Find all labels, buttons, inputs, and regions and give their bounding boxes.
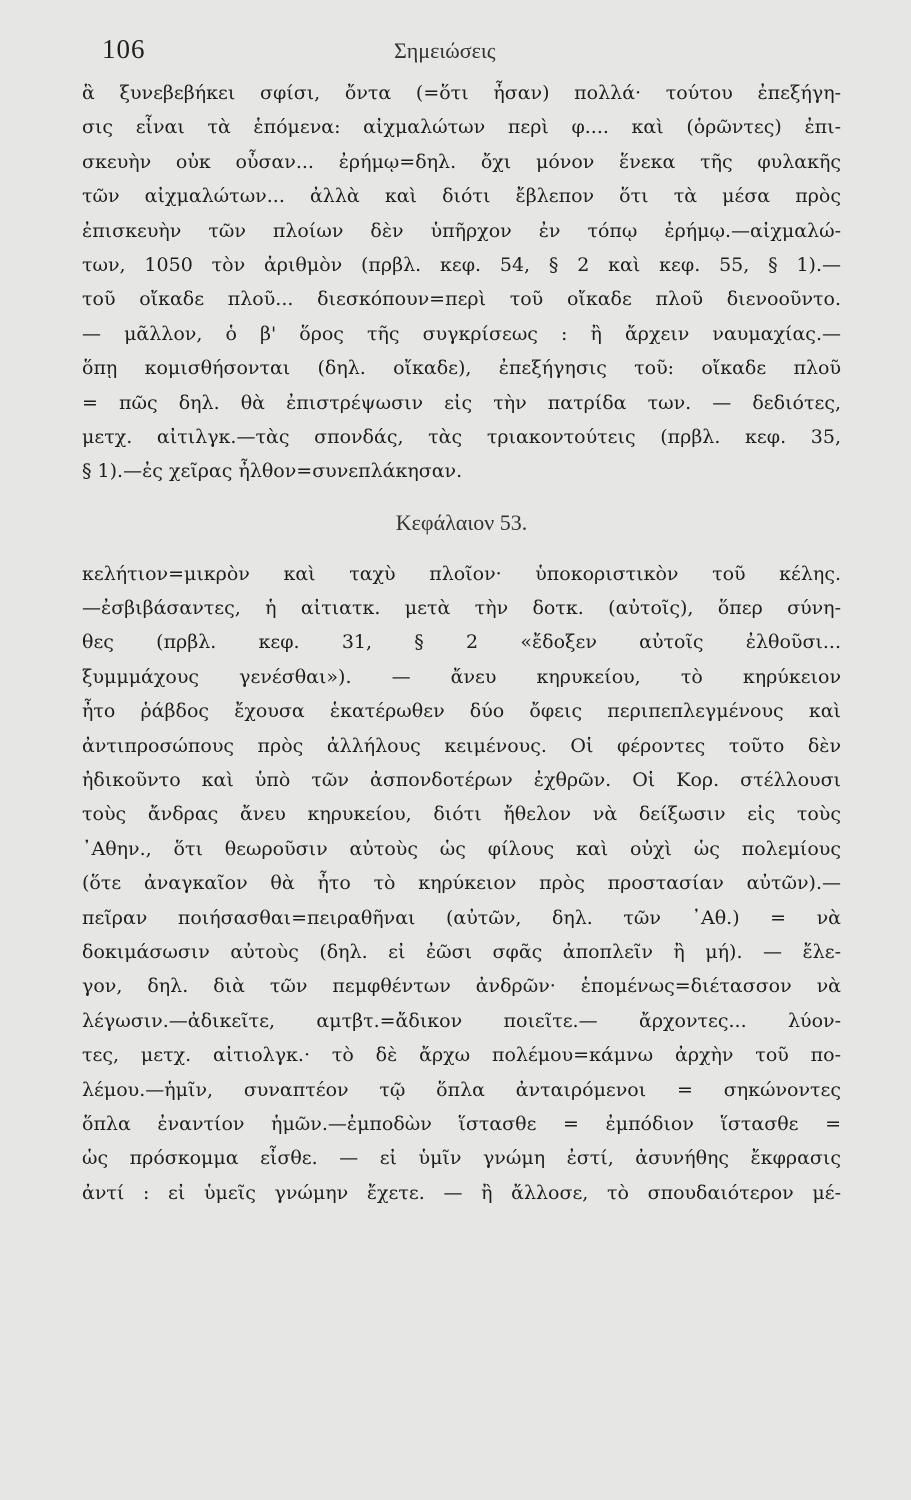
text-line: ἐπισκευὴν τῶν πλοίων δὲν ὑπῆρχον ἐν τόπῳ ἐρήμῳ.—αἰχμαλώ- — [82, 219, 841, 242]
text-line: ἠδικοῦντο καὶ ὑπὸ τῶν ἀσπονδοτέρων ἐχθρῶν. Οἱ Κορ. στέλλουσι — [82, 769, 841, 792]
text-line: κελήτιον=μικρὸν καὶ ταχὺ πλοῖον· ὑποκοριστικὸν τοῦ κέλης. — [82, 562, 841, 585]
text-line: θες (πρβλ. κεφ. 31, § 2 «ἔδοξεν αὐτοῖς ἐλθοῦσι... — [82, 631, 841, 654]
text-line: (ὅτε ἀναγκαῖον θὰ ἦτο τὸ κηρύκειον πρὸς προστασίαν αὐτῶν).— — [82, 872, 841, 895]
page-header — [82, 30, 841, 76]
text-line: ἦτο ῥάβδος ἔχουσα ἑκατέρωθεν δύο ὄφεις περιπεπλεγμένους καὶ — [82, 700, 841, 723]
running-head: Σημειώσεις — [394, 38, 496, 63]
text-line: ξυμμμάχους γενέσθαι»). — ἄνευ κηρυκείου, τὸ κηρύκειον — [82, 665, 841, 688]
text-line: ᾿Αθην., ὅτι θεωροῦσιν αὐτοὺς ὡς φίλους καὶ οὐχὶ ὡς πολεμίους — [82, 837, 841, 860]
text-line: ἃ ξυνεβεβήκει σφίσι, ὄντα (=ὅτι ἦσαν) πολλά· τούτου ἐπεξήγη- — [82, 82, 841, 104]
text-line: γον, δηλ. διὰ τῶν πεμφθέντων ἀνδρῶν· ἑπομένως=διέτασσον νὰ — [82, 975, 841, 998]
text-line: τοὺς ἄνδρας ἄνευ κηρυκείου, διότι ἤθελον νὰ δείξωσιν εἰς τοὺς — [82, 803, 841, 826]
text-line: — μᾶλλον, ὁ β' ὅρος τῆς συγκρίσεως : ἢ ἄρχειν ναυμαχίας.— — [82, 322, 841, 345]
text-line: τῶν αἰχμαλώτων... ἀλλὰ καὶ διότι ἔβλεπον ὅτι τὰ μέσα πρὸς — [82, 185, 841, 208]
chapter-heading: Κεφάλαιον 53. — [395, 509, 528, 535]
text-line: —ἐσβιβάσαντες, ἡ αἰτιατκ. μετὰ τὴν δοτκ. (αὐτοῖς), ὅπερ σύνη- — [82, 597, 841, 620]
text-line: ἀντιπροσώπους πρὸς ἀλλήλους κειμένους. Οἱ φέροντες τοῦτο δὲν — [82, 734, 841, 757]
text-line: λέμου.—ἡμῖν, συναπτέον τῷ ὅπλα ἀνταιρόμενοι = σηκώνοντες — [82, 1078, 841, 1101]
text-line: των, 1050 τὸν ἀριθμὸν (πρβλ. κεφ. 54, § 2 καὶ κεφ. 55, § 1).— — [82, 253, 841, 276]
text-line: πεῖραν ποιήσασθαι=πειραθῆναι (αὐτῶν, δηλ. τῶν ᾿Αθ.) = νὰ — [82, 906, 841, 929]
text-line: λέγωσιν.—ἀδικεῖτε, αμτβτ.=ἄδικον ποιεῖτε.— ἄρχοντες... λύον- — [82, 1009, 841, 1032]
text-line: σκευὴν οὐκ οὖσαν... ἐρήμῳ=δηλ. ὄχι μόνον ἕνεκα τῆς φυλακῆς — [82, 150, 841, 173]
page-number: 106 — [102, 34, 146, 64]
text-line: ὡς πρόσκομμα εἶσθε. — εἰ ὑμῖν γνώμη ἐστί, ἀσυνήθης ἔκφρασις — [82, 1147, 841, 1170]
text-line: τοῦ οἴκαδε πλοῦ... διεσκόπουν=περὶ τοῦ οἴκαδε πλοῦ διενοοῦντο. — [82, 288, 841, 311]
text-line: τες, μετχ. αἰτιολγκ.· τὸ δὲ ἄρχω πολέμου=κάμνω ἀρχὴν τοῦ πο- — [82, 1044, 841, 1067]
notes-section-2 — [82, 557, 841, 1210]
text-line: § 1).—ἐς χεῖρας ἦλθον=συνεπλάκησαν. — [82, 460, 463, 483]
notes-section-1 — [82, 76, 841, 489]
text-line: ἀντί : εἰ ὑμεῖς γνώμην ἔχετε. — ἢ ἄλλοσε, τὸ σπουδαιότερον μέ- — [82, 1181, 841, 1204]
text-line: ὅπῃ κομισθήσονται (δηλ. οἴκαδε), ἐπεξήγησις τοῦ: οἴκαδε πλοῦ — [82, 357, 841, 380]
text-line: ὅπλα ἐναντίον ἡμῶν.—ἐμποδὼν ἵστασθε = ἐμπόδιον ἵστασθε = — [82, 1112, 841, 1135]
text-line: δοκιμάσωσιν αὐτοὺς (δηλ. εἰ ἐῶσι σφᾶς ἀποπλεῖν ἢ μή). — ἔλε- — [82, 940, 841, 963]
text-line: σις εἶναι τὰ ἑπόμενα: αἰχμαλώτων περὶ φ.... καὶ (ὁρῶντες) ἐπι- — [82, 116, 841, 139]
text-line: μετχ. αἰτιλγκ.—τὰς σπονδάς, τὰς τριακοντούτεις (πρβλ. κεφ. 35, — [82, 425, 841, 448]
text-line: = πῶς δηλ. θὰ ἐπιστρέψωσιν εἰς τὴν πατρίδα των. — δεδιότες, — [82, 391, 841, 414]
